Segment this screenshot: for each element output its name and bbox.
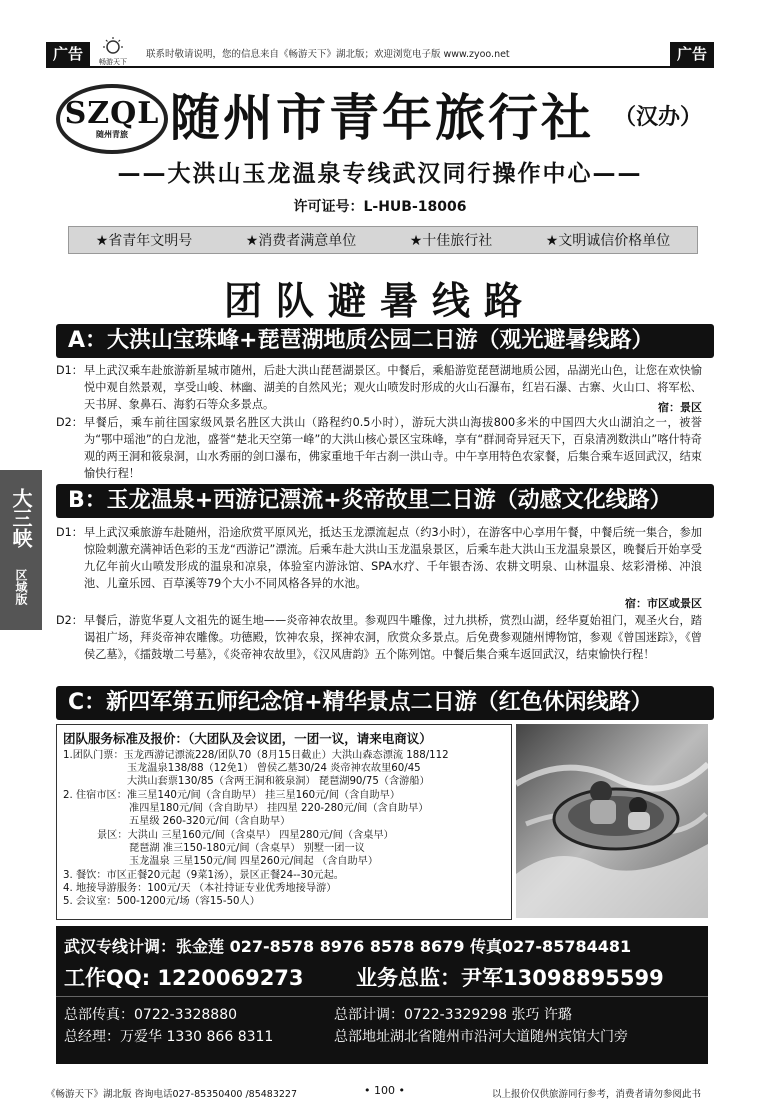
route-b-day2 xyxy=(56,612,702,682)
route-b-day1 xyxy=(56,524,702,612)
service-line: 玉龙温泉138/88（12免1） 曾侯乙墓30/24 炎帝神农故里60/45 xyxy=(127,763,421,774)
day-text: 早餐后，游览华夏人文祖先的诞生地——炎帝神农故里。参观四牛雕像，过九拱桥，赏烈山湖，经华夏始祖门，观圣火台，踏谒祖广场，拜炎帝神农雕像。功德殿，饮神农泉，探神农洞，欣赏众多景点。后免费参观随州博物馆，参观《曾国迷踪》，《曾侯乙墓》，《擂鼓墩二号墓》，《炎帝神农故里》，《汉风唐韵》五个陈列馆。中餐后集合乘车返回武汉，结束愉快行程！ xyxy=(84,614,702,661)
footer-right: 以上报价仅供旅游同行参考，消费者请勿参阅此书 xyxy=(492,1089,702,1100)
route-b-title: B：玉龙温泉+西游记漂流+炎帝故里二日游（动感文化线路） xyxy=(56,484,714,518)
day-text: 早餐后，乘车前往国家级风景名胜区大洪山（路程约0.5小时），游玩大洪山海拔800多米的中国四大火山湖泊之一，被誉为“鄂中瑶池”的白龙池，盛誉“楚北天空第一峰”的大洪山核心景区宝珠峰，享有“群洞奇异冠天下，百泉清冽数洪山”喀什特奇观的两王洞和筱泉洞，山水秀丽的剑口瀑布，佛家重地千年古刹一洪山寺。中午享用特色农家餐，后集合乘车返回武汉，结束愉快行程！ xyxy=(84,416,702,480)
honor-item: ★消费者满意单位 xyxy=(245,233,357,249)
company-name: 随州市青年旅行社 xyxy=(170,88,594,147)
qq-contact: 工作QQ: 1220069273 xyxy=(64,966,304,990)
service-line: 5. 会议室：500-1200元/场（容15-50人） xyxy=(63,896,260,907)
route-c-title: C：新四军第五师纪念馆+精华景点二日游（红色休闲线路） xyxy=(56,686,714,720)
header-rule xyxy=(46,66,714,68)
section-title: 团队避暑线路 xyxy=(223,278,536,323)
service-line: 2. 住宿市区：准三星140元/间（含自助早） 挂三星160元/间（含自助早） xyxy=(63,790,401,801)
rafting-photo xyxy=(516,724,708,918)
general-manager: 总经理：万爱华 1330 866 8311 xyxy=(64,1029,274,1045)
header-notice: 联系时敬请说明，您的信息来自《畅游天下》湖北版；欢迎浏览电子版 www.zyoo.net xyxy=(146,49,510,60)
contact-block xyxy=(56,926,708,1064)
wuhan-line-contact: 武汉专线计调：张金莲 027-8578 8976 8578 8679 传真027-85784481 xyxy=(64,937,632,956)
service-line: 3. 餐饮：市区正餐20元起（9菜1汤），景区正餐24--30元起。 xyxy=(63,870,344,881)
honor-item: ★十佳旅行社 xyxy=(409,233,493,249)
honor-item: ★省青年文明号 xyxy=(95,233,193,249)
service-line: 玉龙温泉 三星150元/间 四星260元/间起 （含自助早） xyxy=(129,856,379,867)
hq-fax: 总部传真：0722-3328880 xyxy=(64,1007,238,1023)
route-a-day1 xyxy=(56,362,702,414)
footer-left: 《畅游天下》湖北版 咨询电话027-85350400 /85483227 xyxy=(46,1089,298,1100)
day-label: D2： xyxy=(56,416,83,429)
honor-item: ★文明诚信价格单位 xyxy=(545,233,671,249)
region-side-tab xyxy=(0,470,42,630)
ad-label-right: 广告 xyxy=(670,42,714,66)
business-director: 业务总监：尹军13098895599 xyxy=(356,966,664,990)
honors-bar xyxy=(68,226,698,254)
publisher-logo-text: 畅游天下 xyxy=(99,58,127,66)
day-stay: 宿：市区或景区 xyxy=(625,597,702,610)
side-tab-big: 大三峡 xyxy=(9,488,33,548)
day-stay: 宿：景区 xyxy=(658,401,702,414)
day-label: D2： xyxy=(56,614,83,627)
service-line: 4. 地接导游服务：100元/天 （本社持证专业优秀地接导游） xyxy=(63,883,337,894)
contact-divider xyxy=(56,996,708,997)
company-logo-subtext: 随州青旅 xyxy=(95,130,128,139)
service-line: 五星级 260-320元/间（含自助早） xyxy=(129,816,291,827)
day-text: 早上武汉乘车赴旅游新星城市随州，后赴大洪山琵琶湖景区。中餐后，乘船游览琵琶湖地质公园，品湖光山色，让您在欢快愉悦中观自然景观，享受山峻、林幽、湖美的自然风光；观火山喷发时形成的火山石瀑布，红岩石瀑、古寨、火山口、将军松、天书屏、象鼻石、海豹石等众多景点。 xyxy=(84,364,702,411)
route-a-day2 xyxy=(56,414,702,484)
rafting-photo-graphic xyxy=(516,724,708,918)
day-label: D1： xyxy=(56,526,83,539)
service-title: 团队服务标准及报价：（大团队及会议团，一团一议，请来电商议） xyxy=(63,731,432,746)
hq-address: 总部地址湖北省随州市沿河大道随州宾馆大门旁 xyxy=(334,1029,628,1045)
service-line: 景区：大洪山 三星160元/间（含桌早） 四星280元/间（含桌早） xyxy=(97,830,394,841)
company-logo xyxy=(56,84,168,154)
publisher-logo xyxy=(96,36,130,66)
side-tab-small: 区域版 xyxy=(14,569,28,605)
company-slogan: ——大洪山玉龙温泉专线武汉同行操作中心—— xyxy=(117,161,643,187)
day-label: D1： xyxy=(56,364,83,377)
page-number: • 100 • xyxy=(364,1084,405,1097)
company-logo-text: SZQL xyxy=(64,96,160,131)
ad-label-left: 广告 xyxy=(46,42,90,66)
route-a-title: A：大洪山宝珠峰+琵琶湖地质公园二日游（观光避暑线路） xyxy=(56,324,714,358)
service-box xyxy=(56,724,512,920)
service-line: 大洪山套票130/85（含两王洞和筱泉洞） 琵琶湖90/75（含游船） xyxy=(127,776,430,787)
service-line: 琵琶湖 准三150-180元/间（含桌早） 别墅一团一议 xyxy=(129,843,365,854)
license-number: 许可证号：L-HUB-18006 xyxy=(293,199,467,215)
service-line: 准四星180元/间（含自助早） 挂四星 220-280元/间（含自助早） xyxy=(129,803,429,814)
day-text: 早上武汉乘旅游车赴随州，沿途欣赏平原风光，抵达玉龙漂流起点（约3小时），在游客中心享用午餐，中餐后统一集合，参加惊险刺激充满神话色彩的玉龙“西游记”漂流。后乘车赴大洪山玉龙温泉景区，后乘车赴大洪山玉龙温泉景区，晚餐后开始享受九亿年前火山喷发形成的温泉和凉泉，体验室内游泳馆、SPA水疗、千年银杏汤、农耕文明泉、山林温泉、炫彩滑梯、冲浪池、儿童乐园、百草溪等79个大小不同风格各异的水池。 xyxy=(84,526,702,590)
hq-planner: 总部计调：0722-3329298 张巧 许璐 xyxy=(334,1007,572,1023)
company-branch: （汉办） xyxy=(614,105,703,130)
service-line: 1.团队门票：玉龙西游记漂流228/团队70（8月15日截止）大洪山森态漂流 188/112 xyxy=(63,750,449,761)
